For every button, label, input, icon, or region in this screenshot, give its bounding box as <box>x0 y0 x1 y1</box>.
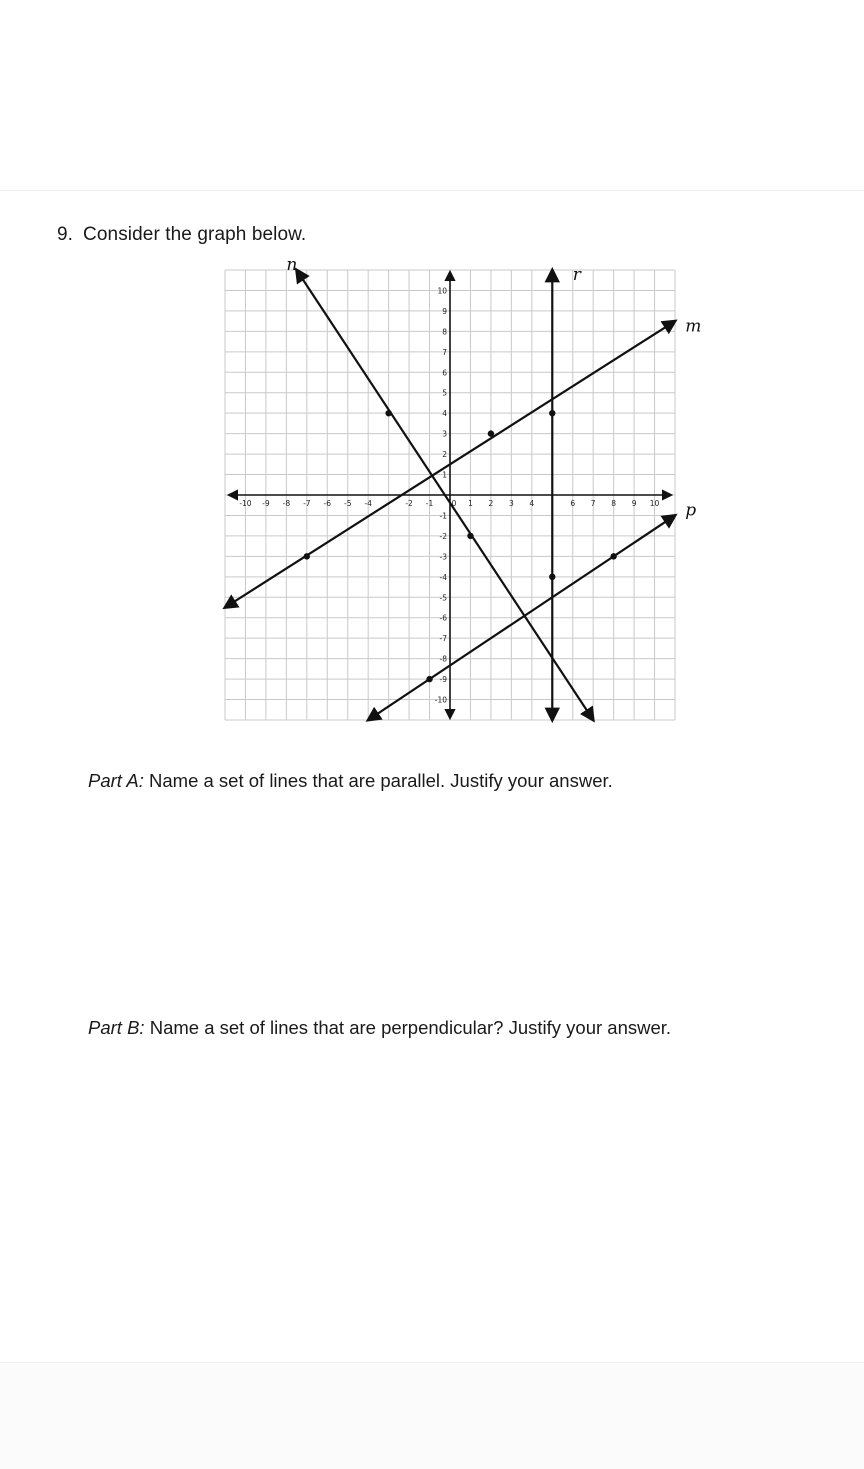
x-tick-label: -9 <box>262 499 270 508</box>
x-tick-label: 1 <box>468 499 473 508</box>
x-tick-label: -1 <box>425 499 434 508</box>
line-label-r: r <box>572 265 581 286</box>
x-tick-label: -2 <box>405 499 413 508</box>
question-prompt <box>57 224 306 246</box>
x-tick-label: 4 <box>529 499 535 508</box>
part-a-text: Name a set of lines that are parallel. Justify your answer. <box>149 770 613 791</box>
x-tick-label: -8 <box>282 499 291 508</box>
graph-svg <box>225 255 702 720</box>
x-tick-label: -7 <box>303 499 311 508</box>
y-tick-label: -9 <box>439 675 447 685</box>
x-tick-label: 10 <box>649 499 660 508</box>
x-tick-label: -4 <box>364 499 372 508</box>
y-tick-label: 3 <box>442 429 447 439</box>
y-tick-label: -5 <box>439 593 447 603</box>
y-tick-label: -6 <box>439 613 447 623</box>
y-tick-label: 2 <box>442 450 447 460</box>
line-label-n: n <box>286 255 298 275</box>
page-top-band <box>0 0 864 191</box>
point-on-line-r <box>549 410 555 416</box>
x-tick-label: 0 <box>451 499 457 508</box>
part-b <box>88 1017 671 1039</box>
point-on-line-p <box>610 553 616 559</box>
x-tick-label: -10 <box>239 499 252 508</box>
y-tick-label: 10 <box>437 286 447 296</box>
y-tick-label: 6 <box>442 368 447 378</box>
y-tick-label: -2 <box>439 531 447 541</box>
y-tick-label: 4 <box>442 409 447 419</box>
question-text: Consider the graph below. <box>83 224 307 245</box>
coordinate-graph <box>225 255 702 720</box>
y-tick-label: -8 <box>439 654 447 664</box>
x-tick-label: 3 <box>508 499 514 508</box>
line-label-p: p <box>685 500 697 521</box>
x-tick-label: -6 <box>323 499 332 508</box>
x-tick-label: 6 <box>570 499 576 508</box>
y-tick-label: 1 <box>442 470 447 480</box>
point-on-line-n <box>467 533 473 539</box>
y-tick-label: 9 <box>442 306 447 316</box>
x-tick-label: 8 <box>611 499 617 508</box>
point-on-line-n <box>385 410 391 416</box>
part-a <box>88 770 613 792</box>
point-on-line-r <box>549 574 555 580</box>
line-label-m: m <box>685 316 702 337</box>
point-on-line-m <box>304 553 310 559</box>
y-tick-label: 7 <box>442 347 447 357</box>
question-number: 9. <box>57 224 74 245</box>
y-tick-label: 5 <box>442 388 447 398</box>
part-b-label: Part B: <box>88 1017 145 1038</box>
point-on-line-m <box>488 430 494 436</box>
y-tick-label: -10 <box>434 695 447 705</box>
page-bottom-band <box>0 1362 864 1469</box>
y-tick-label: -7 <box>439 634 447 644</box>
y-tick-label: -4 <box>439 572 447 582</box>
part-b-text: Name a set of lines that are perpendicular? Justify your answer. <box>149 1017 672 1038</box>
y-tick-label: -3 <box>439 552 447 562</box>
y-tick-label: 8 <box>442 327 447 337</box>
x-tick-label: 9 <box>631 499 637 508</box>
x-tick-label: 7 <box>590 499 596 508</box>
part-a-label: Part A: <box>88 770 144 791</box>
point-on-line-p <box>426 676 432 682</box>
x-tick-label: 2 <box>488 499 494 508</box>
y-tick-label: -1 <box>439 511 447 521</box>
x-tick-label: -5 <box>343 499 352 508</box>
